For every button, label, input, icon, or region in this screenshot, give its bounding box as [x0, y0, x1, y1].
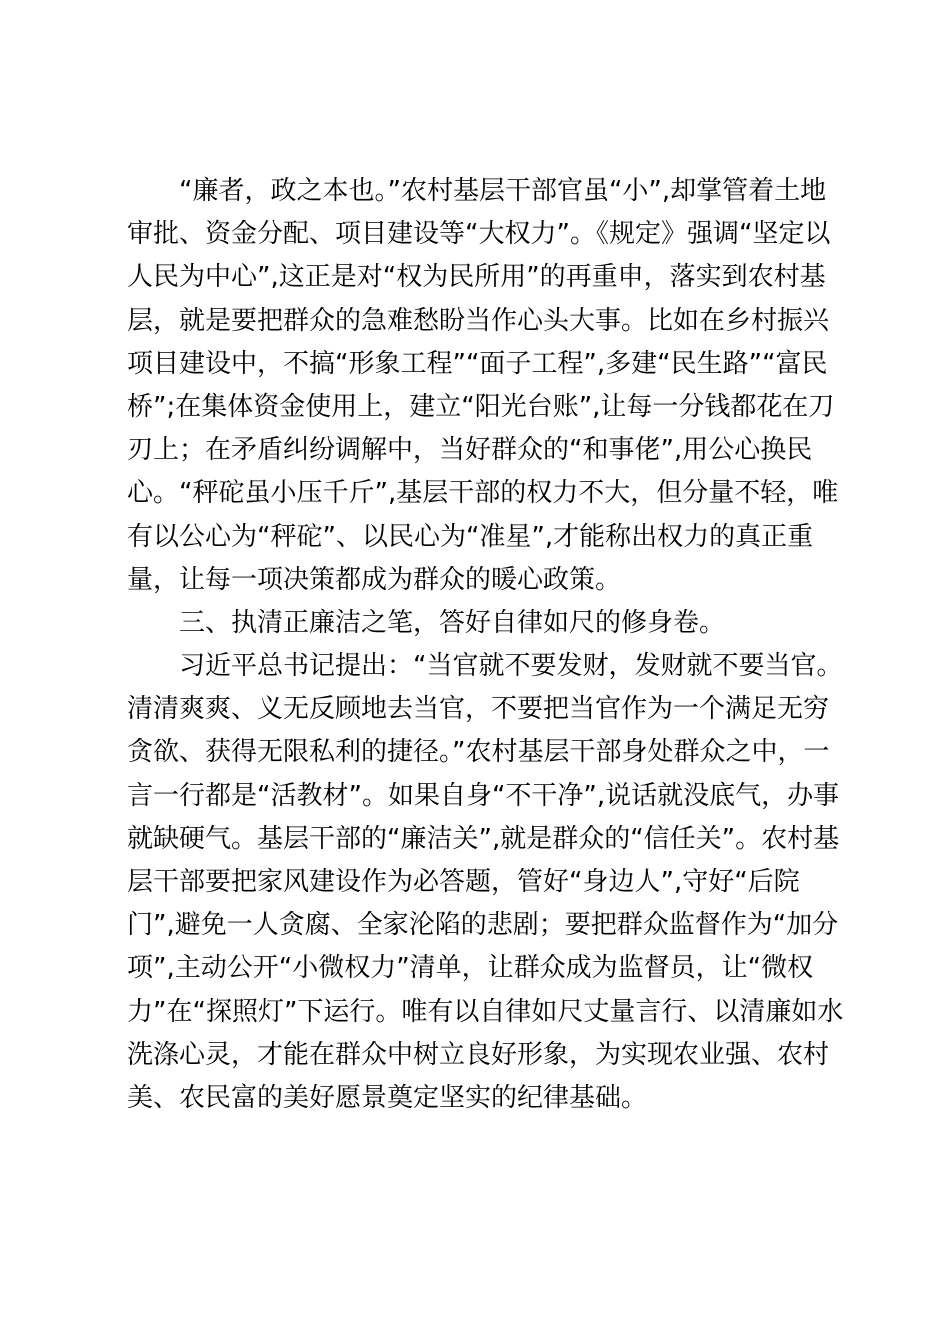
section-heading [127, 602, 832, 645]
paragraph-line: “廉者，政之本也。”农村基层干部官虽“小”,却掌管着土地 [179, 176, 827, 206]
paragraph-line: 有以公心为“秤砣”、以民心为“准星”,才能称出权力的真正重 [127, 521, 814, 552]
paragraph-line: 力”在“探照灯”下运行。唯有以自律如尺丈量言行、以清廉如水 [127, 996, 844, 1027]
paragraph-line: 桥”;在集体资金使用上，建立“阳光台账”,让每一分钱都花在刀 [127, 391, 835, 422]
paragraph-line: 洗涤心灵，才能在群众中树立良好形象，为实现农业强、农村 [127, 1039, 830, 1070]
paragraph-line: 项目建设中，不搞“形象工程”“面子工程”,多建“民生路”“富民 [127, 348, 828, 379]
paragraph-line: 言一行都是“活教材”。如果自身“不干净”,说话就没底气，办事 [127, 780, 840, 811]
paragraph-line: 心。“秤砣虽小压千斤”,基层干部的权力不大，但分量不轻，唯 [127, 478, 839, 509]
paragraph-line: 美、农民富的美好愿景奠定坚实的纪律基础。 [127, 1082, 648, 1113]
paragraph-line: 刃上；在矛盾纠纷调解中，当好群众的“和事佬”,用公心换民 [127, 435, 813, 466]
paragraph-integrity-foundation [127, 170, 839, 602]
paragraph-line: 项”,主动公开“小微权力”清单，让群众成为监督员，让“微权 [127, 953, 814, 984]
paragraph-line: 贪欲、获得无限私利的捷径。”农村基层干部身处群众之中，一 [127, 737, 830, 768]
section-heading-text: 三、执清正廉洁之笔，答好自律如尺的修身卷。 [179, 607, 726, 638]
paragraph-line: 习近平总书记提出：“当官就不要发财，发财就不要当官。 [179, 651, 843, 682]
paragraph-line: 审批、资金分配、项目建设等“大权力”。《规定》强调“坚定以 [127, 219, 831, 250]
paragraph-line: 就缺硬气。基层干部的“廉洁关”,就是群众的“信任关”。农村基 [127, 823, 840, 854]
paragraph-line: 清清爽爽、义无反顾地去当官，不要把当官作为一个满足无穷 [127, 694, 830, 725]
paragraph-line: 门”,避免一人贪腐、全家沦陷的悲剧；要把群众监督作为“加分 [127, 910, 839, 941]
paragraph-line: 层，就是要把群众的急难愁盼当作心头大事。比如在乡村振兴 [127, 305, 830, 336]
paragraph-self-discipline [127, 645, 844, 1120]
paragraph-line: 人民为中心”,这正是对“权为民所用”的再重申，落实到农村基 [127, 262, 826, 293]
article-body [127, 170, 844, 1120]
paragraph-line: 层干部要把家风建设作为必答题，管好“身边人”,守好“后院 [127, 867, 800, 897]
paragraph-line: 量，让每一项决策都成为群众的暖心政策。 [127, 564, 622, 595]
